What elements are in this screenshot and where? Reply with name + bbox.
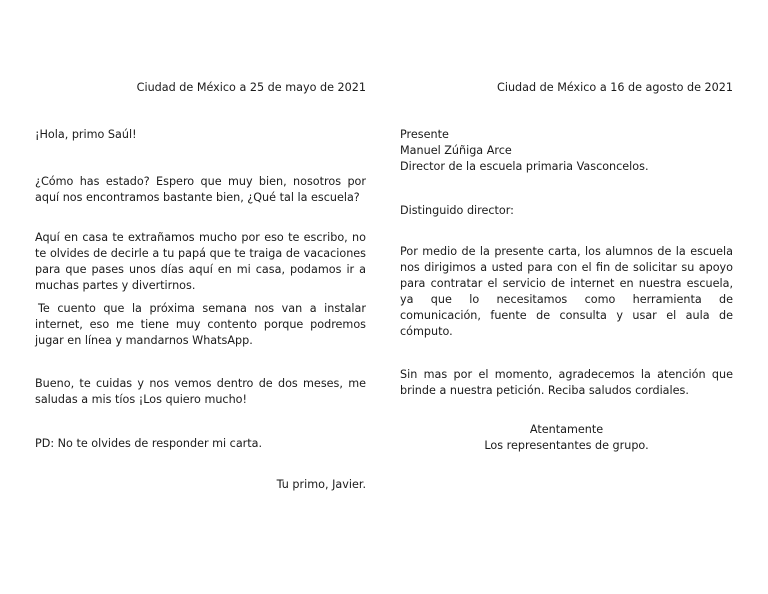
letter-date: Ciudad de México a 25 de mayo de 2021 bbox=[136, 81, 366, 94]
paragraph: Aquí en casa te extrañamos mucho por eso te escribo, no te olvides de decirle a tu papá que te traiga de vacaciones para que pases unos días aquí en mi casa, podamos ir a muchas partes y divertirnos. bbox=[35, 231, 366, 292]
recipient-name: Manuel Zúñiga Arce bbox=[400, 144, 512, 157]
signature: Tu primo, Javier. bbox=[276, 478, 366, 491]
paragraph: Sin mas por el momento, agradecemos la atención que brinde a nuestra petición. Reciba saludos cordiales. bbox=[400, 368, 733, 397]
paragraph: ¿Cómo has estado? Espero que muy bien, nosotros por aquí nos encontramos bastante bien, ¿Qué tal la escuela? bbox=[35, 175, 366, 204]
informal-letter bbox=[35, 80, 366, 493]
recipient-block bbox=[400, 127, 733, 175]
greeting: ¡Hola, primo Saúl! bbox=[35, 128, 137, 141]
postscript: PD: No te olvides de responder mi carta. bbox=[35, 437, 263, 450]
paragraph: Bueno, te cuidas y nos vemos dentro de dos meses, me saludas a mis tíos ¡Los quiero mucho! bbox=[35, 377, 366, 406]
paragraph: Por medio de la presente carta, los alumnos de la escuela nos dirigimos a usted para con el fin de solicitar su apoyo para contratar el servicio de internet en nuestra escuela, ya que lo necesitamos como herramienta de comunicación, fuente de consulta y usar el aula de cómputo. bbox=[400, 245, 733, 338]
letter-date: Ciudad de México a 16 de agosto de 2021 bbox=[497, 81, 733, 94]
signature: Los representantes de grupo. bbox=[484, 439, 649, 452]
salutation: Distinguido director: bbox=[400, 204, 514, 217]
closing: Atentamente bbox=[529, 423, 604, 436]
recipient-line: Presente bbox=[400, 128, 449, 141]
paragraph: Te cuento que la próxima semana nos van a instalar internet, eso me tiene muy contento porque podremos jugar en línea y mandarnos WhatsApp. bbox=[35, 302, 366, 347]
formal-letter bbox=[400, 80, 733, 454]
recipient-title: Director de la escuela primaria Vasconcelos. bbox=[400, 160, 649, 173]
